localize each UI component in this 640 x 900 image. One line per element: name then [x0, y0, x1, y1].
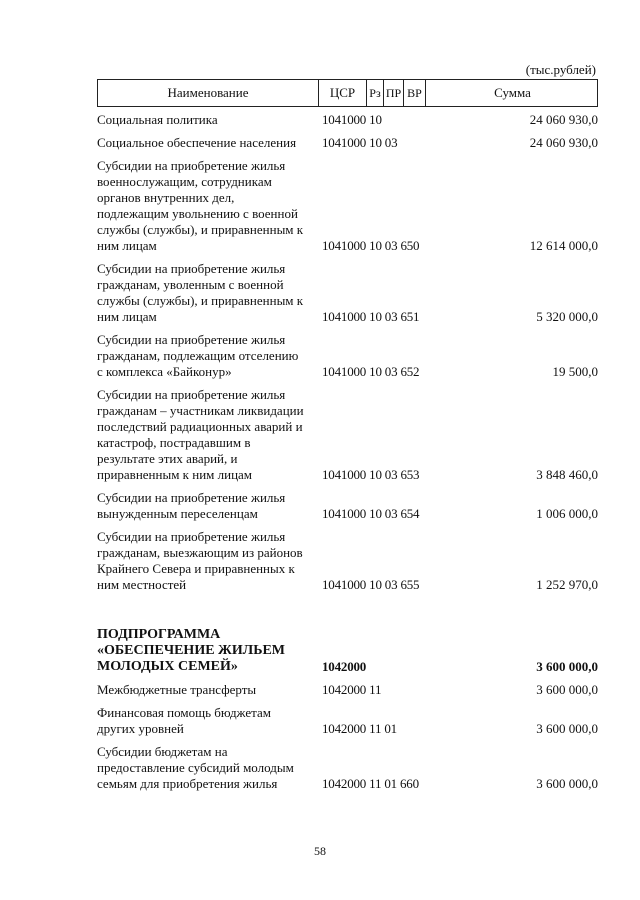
row-code: 1041000 10 03 650 — [322, 238, 420, 253]
header-name: Наименование — [98, 80, 319, 106]
table-row — [97, 158, 598, 254]
table-row — [97, 135, 598, 151]
header-csr: ЦСР — [319, 80, 367, 106]
row-code: 1041000 10 03 651 — [322, 309, 420, 324]
table-row — [97, 490, 598, 522]
row-code: 1041000 10 03 653 — [322, 467, 420, 482]
table-row — [97, 682, 598, 698]
row-name: Социальная политика — [97, 112, 218, 127]
table-row — [97, 387, 598, 483]
row-sum: 3 600 000,0 — [536, 659, 598, 674]
row-sum: 12 614 000,0 — [529, 238, 598, 253]
table-body — [97, 112, 598, 799]
row-sum: 24 060 930,0 — [529, 135, 598, 150]
row-name: Субсидии на приобретение жилья гражданам – участникам ликвидации последствий радиационных аварий и катастроф, пострадавшим в результате этих аварий, и приравненным к ним лицам — [97, 387, 304, 482]
row-name: Субсидии на приобретение жилья гражданам, выезжающим из районов Крайнего Севера и приравненных к ним местностей — [97, 529, 303, 592]
table-row — [97, 705, 598, 737]
header-pr: ПР — [384, 80, 404, 106]
row-name: Финансовая помощь бюджетам других уровней — [97, 705, 271, 736]
header-rz: Рз — [367, 80, 384, 106]
row-name: Субсидии на приобретение жилья вынужденным переселенцам — [97, 490, 286, 521]
row-code: 1042000 11 01 660 — [322, 776, 419, 791]
table-row — [97, 112, 598, 128]
row-sum: 3 600 000,0 — [536, 776, 598, 791]
row-sum: 1 252 970,0 — [536, 577, 598, 592]
table-header — [97, 79, 598, 107]
row-name: Субсидии бюджетам на предоставление субсидий молодым семьям для приобретения жилья — [97, 744, 294, 791]
table-row — [97, 627, 598, 675]
row-name: Межбюджетные трансферты — [97, 682, 257, 697]
table-row — [97, 261, 598, 325]
row-code: 1042000 — [322, 659, 367, 674]
row-sum: 19 500,0 — [552, 364, 598, 379]
row-sum: 5 320 000,0 — [536, 309, 598, 324]
row-code: 1042000 11 01 — [322, 721, 397, 736]
table-row — [97, 744, 598, 792]
row-code: 1041000 10 03 — [322, 135, 398, 150]
header-vr: ВР — [404, 80, 426, 106]
page-number: 58 — [314, 844, 326, 858]
row-name: Субсидии на приобретение жилья военнослужащим, сотрудникам органов внутренних дел, подлежащим увольнению с военной службы (службы), и приравненным к ним лицам — [97, 158, 304, 253]
row-sum: 3 848 460,0 — [536, 467, 598, 482]
row-name: Социальное обеспечение населения — [97, 135, 297, 150]
table-row — [97, 529, 598, 593]
row-name: Субсидии на приобретение жилья гражданам, подлежащим отселению с комплекса «Байконур» — [97, 332, 299, 379]
row-code: 1042000 11 — [322, 682, 382, 697]
row-sum: 3 600 000,0 — [536, 721, 598, 736]
row-sum: 1 006 000,0 — [536, 506, 598, 521]
table-row — [97, 332, 598, 380]
unit-label: (тыс.рублей) — [525, 62, 596, 77]
row-name: ПОДПРОГРАММА «ОБЕСПЕЧЕНИЕ ЖИЛЬЕМ МОЛОДЫХ СЕМЕЙ» — [97, 627, 286, 674]
header-sum: Сумма — [494, 85, 531, 100]
row-code: 1041000 10 03 652 — [322, 364, 420, 379]
row-sum: 24 060 930,0 — [529, 112, 598, 127]
row-code: 1041000 10 03 654 — [322, 506, 420, 521]
row-sum: 3 600 000,0 — [536, 682, 598, 697]
row-code: 1041000 10 03 655 — [322, 577, 420, 592]
row-code: 1041000 10 — [322, 112, 382, 127]
row-name: Субсидии на приобретение жилья гражданам, уволенным с военной службы (службы), и приравненным к ним лицам — [97, 261, 304, 324]
